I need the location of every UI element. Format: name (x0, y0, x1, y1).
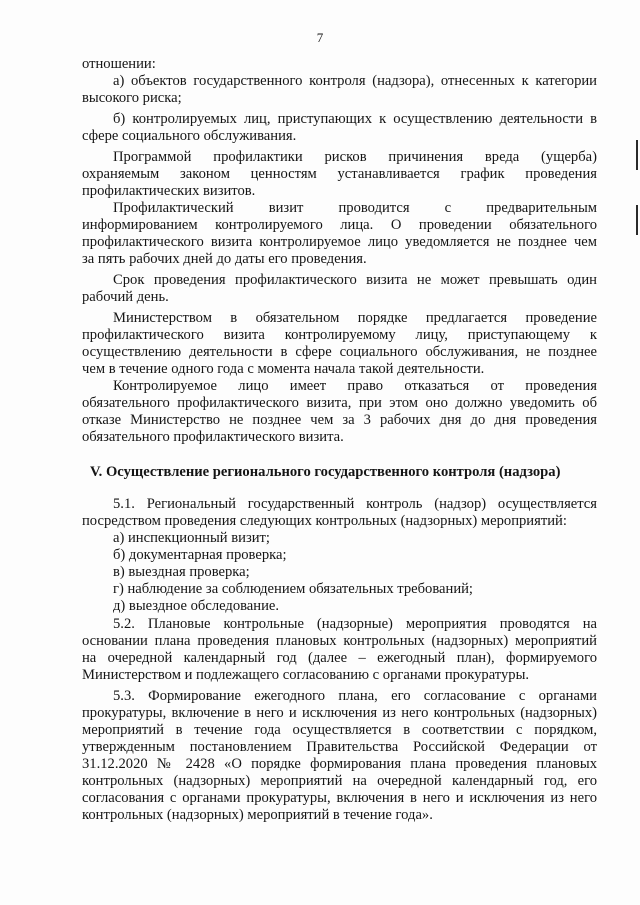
text-line: 5.3. Формирование ежегодного плана, его согласование с органами (113, 688, 597, 704)
text-line: основании плана проведения плановых контрольных (надзорных) мероприятий (82, 633, 597, 649)
text-line: информированием контролируемого лица. О проведении обязательного (82, 217, 597, 233)
text-line: согласования с органами прокуратуры, включения в него и исключения из него (82, 790, 597, 806)
list-item: а) инспекционный визит; (113, 530, 270, 546)
text-line: отношении: (82, 56, 156, 72)
text-line: профилактических визитов. (82, 183, 256, 199)
list-item: г) наблюдение за соблюдением обязательных требований; (113, 581, 473, 597)
list-item: в) выездная проверка; (113, 564, 250, 580)
text-line: Министерством в обязательном порядке предлагается проведение (113, 310, 597, 326)
text-line: утвержденным постановлением Правительства Российской Федерации от (82, 739, 597, 755)
text-line: мероприятий в течение года осуществляется в соответствии с порядком, (82, 722, 597, 738)
text-line: отказе Министерство не позднее чем за 3 рабочих дня до дня проведения (82, 412, 597, 428)
text-line: сфере социального обслуживания. (82, 128, 297, 144)
text-line: Министерством и подлежащего согласованию с органами прокуратуры. (82, 667, 530, 683)
text-line: прокуратуры, включение в него и исключения из него контрольных (надзорных) (82, 705, 597, 721)
list-item: д) выездное обследование. (113, 598, 280, 614)
scan-edge-mark (636, 205, 638, 235)
text-line: 31.12.2020 № 2428 «О порядке формирования плана проведения плановых (82, 756, 597, 772)
text-line: контрольных (надзорных) мероприятий в течение года». (82, 807, 433, 823)
page-number: 7 (316, 30, 324, 45)
text-line: профилактического визита контролируемое лицо уведомляется не позднее чем (82, 234, 597, 250)
text-line: б) контролируемых лиц, приступающих к осуществлению деятельности в (113, 111, 597, 127)
text-line: 5.1. Региональный государственный контроль (надзор) осуществляется (113, 496, 597, 512)
text-line: осуществлению деятельности в сфере социального обслуживания, не позднее (82, 344, 597, 360)
list-item: б) документарная проверка; (113, 547, 287, 563)
text-line: обязательного профилактического визита, при этом оно должно уведомить об (82, 395, 597, 411)
text-line: посредством проведения следующих контрольных (надзорных) мероприятий: (82, 513, 567, 529)
text-line: профилактического визита контролируемому лицу, приступающему к (82, 327, 597, 343)
text-line: охраняемым законом ценностям устанавливается график проведения (82, 166, 597, 182)
text-line: на очередной календарный год (далее – ежегодный план), формируемого (82, 650, 597, 666)
scan-edge-mark (636, 140, 638, 170)
text-line: рабочий день. (82, 289, 169, 305)
text-line: за пять рабочих дней до даты его проведения. (82, 251, 367, 267)
text-line: Срок проведения профилактического визита не может превышать один (113, 272, 597, 288)
text-line: Контролируемое лицо имеет право отказаться от проведения (113, 378, 597, 394)
text-line: Профилактический визит проводится с предварительным (113, 200, 597, 216)
text-line: а) объектов государственного контроля (надзора), отнесенных к категории (113, 73, 597, 89)
section-heading: V. Осуществление регионального государственного контроля (надзора) (90, 464, 561, 480)
text-line: обязательного профилактического визита. (82, 429, 344, 445)
text-line: 5.2. Плановые контрольные (надзорные) мероприятия проводятся на (113, 616, 597, 632)
text-line: Программой профилактики рисков причинения вреда (ущерба) (113, 149, 597, 165)
text-line: чем в течение одного года с момента начала такой деятельности. (82, 361, 485, 377)
text-line: контрольных (надзорных) мероприятий на очередной календарный год, его (82, 773, 597, 789)
text-line: высокого риска; (82, 90, 182, 106)
